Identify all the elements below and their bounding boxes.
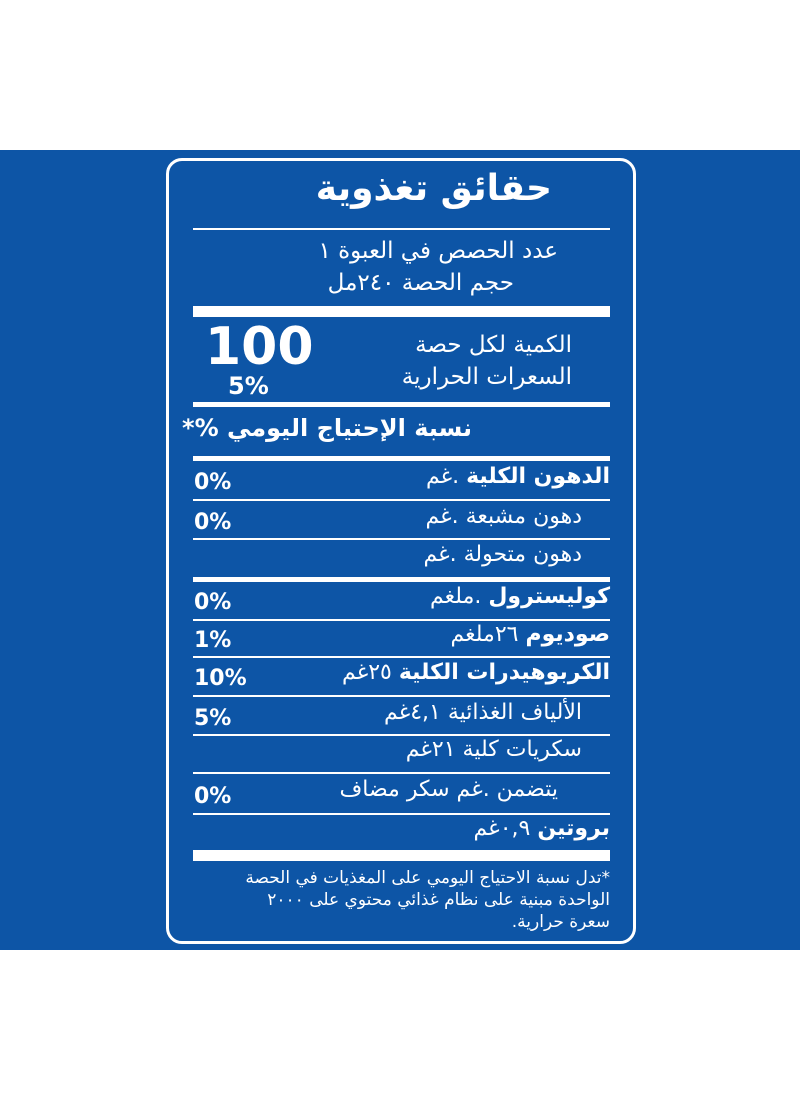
footnote-line: سعرة حرارية. <box>511 912 610 932</box>
nutrient-row-protein: بروتين ٠,٩غم <box>473 816 610 841</box>
nutrient-row-added-sugars: يتضمن .غم سكر مضاف <box>339 777 558 802</box>
divider <box>193 813 610 815</box>
label-title: حقائق تغذوية <box>315 168 552 209</box>
percent-sodium: 1% <box>194 628 232 653</box>
divider <box>193 772 610 774</box>
thick-divider <box>193 850 610 861</box>
divider <box>193 456 610 461</box>
divider <box>193 228 610 230</box>
divider <box>193 499 610 501</box>
calories-value: 100 <box>205 317 314 377</box>
nutrient-row-total-sugars: سكريات كلية ٢١غم <box>405 737 582 762</box>
nutrient-row-total-carbohydrates: الكربوهيدرات الكلية ٢٥غم <box>342 660 610 685</box>
divider <box>193 656 610 658</box>
footnote-line: *تدل نسبة الاحتياج اليومي على المغذيات في الحصة <box>245 868 610 888</box>
divider <box>193 538 610 540</box>
thick-divider <box>193 306 610 317</box>
amount-per-serving: الكمية لكل حصة <box>415 332 572 358</box>
divider <box>193 402 610 407</box>
servings-per-container: عدد الحصص في العبوة ١ <box>318 238 558 264</box>
percent-total-carbohydrates: 10% <box>194 666 247 691</box>
percent-dietary-fiber: 5% <box>194 706 232 731</box>
daily-value-header: نسبة الإحتياج اليومي %* <box>182 414 472 442</box>
nutrient-row-dietary-fiber: الألياف الغذائية ٤,١غم <box>384 700 582 725</box>
divider <box>193 577 610 582</box>
nutrient-row-saturated-fat: دهون مشبعة .غم <box>425 504 582 529</box>
percent-saturated-fat: 0% <box>194 510 232 535</box>
percent-total-fat: 0% <box>194 470 232 495</box>
nutrient-row-sodium: صوديوم ٢٦ملغم <box>450 622 610 647</box>
nutrient-row-cholesterol: كوليسترول .ملغم <box>430 584 610 609</box>
divider <box>193 619 610 621</box>
footnote-line: الواحدة مبنية على نظام غذائي محتوي على ٢٠٠٠ <box>267 890 610 910</box>
nutrient-row-trans-fat: دهون متحولة .غم <box>423 542 582 567</box>
divider <box>193 695 610 697</box>
serving-size: حجم الحصة ٢٤٠مل <box>327 270 514 296</box>
percent-cholesterol: 0% <box>194 590 232 615</box>
percent-added-sugars: 0% <box>194 784 232 809</box>
divider <box>193 734 610 736</box>
calories-percent: 5% <box>228 372 269 400</box>
nutrient-row-total-fat: الدهون الكلية .غم <box>425 464 610 489</box>
calories-label: السعرات الحرارية <box>401 364 572 390</box>
